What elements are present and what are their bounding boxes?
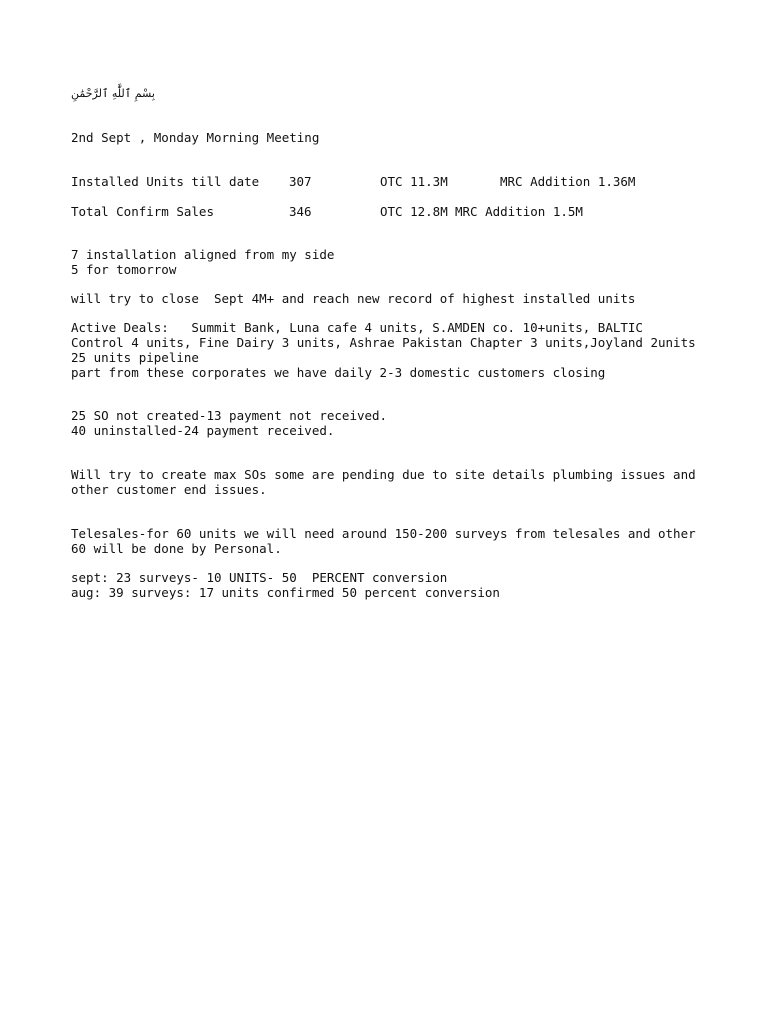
survey-line: sept: 23 surveys- 10 UNITS- 50 PERCENT conversion (71, 570, 448, 585)
confirm-sales-value: 346 (289, 204, 312, 219)
bismillah-heading: بِسْمِ ٱللَّٰهِ ٱلرَّحْمَٰنِ (71, 87, 155, 100)
so-status-line: 40 uninstalled-24 payment received. (71, 423, 335, 438)
close-target-line: will try to close Sept 4M+ and reach new record of highest installed units (71, 291, 636, 306)
active-deals-line: Active Deals: Summit Bank, Luna cafe 4 units, S.AMDEN co. 10+units, BALTIC (71, 320, 643, 335)
so-plan-line: Will try to create max SOs some are pending due to site details plumbing issues and (71, 467, 696, 482)
active-deals-line: part from these corporates we have daily 2-3 domestic customers closing (71, 365, 606, 380)
so-status-line: 25 SO not created-13 payment not received. (71, 408, 388, 423)
active-deals-line: 25 units pipeline (71, 350, 199, 365)
installed-units-otc: OTC 11.3M (380, 174, 448, 189)
installed-units-value: 307 (289, 174, 312, 189)
installed-units-mrc: MRC Addition 1.36M (500, 174, 636, 189)
so-plan-line: other customer end issues. (71, 482, 267, 497)
survey-line: aug: 39 surveys: 17 units confirmed 50 percent conversion (71, 585, 500, 600)
meeting-title: 2nd Sept , Monday Morning Meeting (71, 130, 320, 145)
active-deals-line: Control 4 units, Fine Dairy 3 units, Ashrae Pakistan Chapter 3 units,Joyland 2units (71, 335, 696, 350)
installation-line: 7 installation aligned from my side (71, 247, 335, 262)
confirm-sales-mrc: MRC Addition 1.5M (455, 204, 583, 219)
telesales-line: Telesales-for 60 units we will need around 150-200 surveys from telesales and other (71, 526, 696, 541)
confirm-sales-label: Total Confirm Sales (71, 204, 214, 219)
telesales-line: 60 will be done by Personal. (71, 541, 282, 556)
installation-line: 5 for tomorrow (71, 262, 177, 277)
installed-units-label: Installed Units till date (71, 174, 260, 189)
confirm-sales-otc: OTC 12.8M (380, 204, 448, 219)
